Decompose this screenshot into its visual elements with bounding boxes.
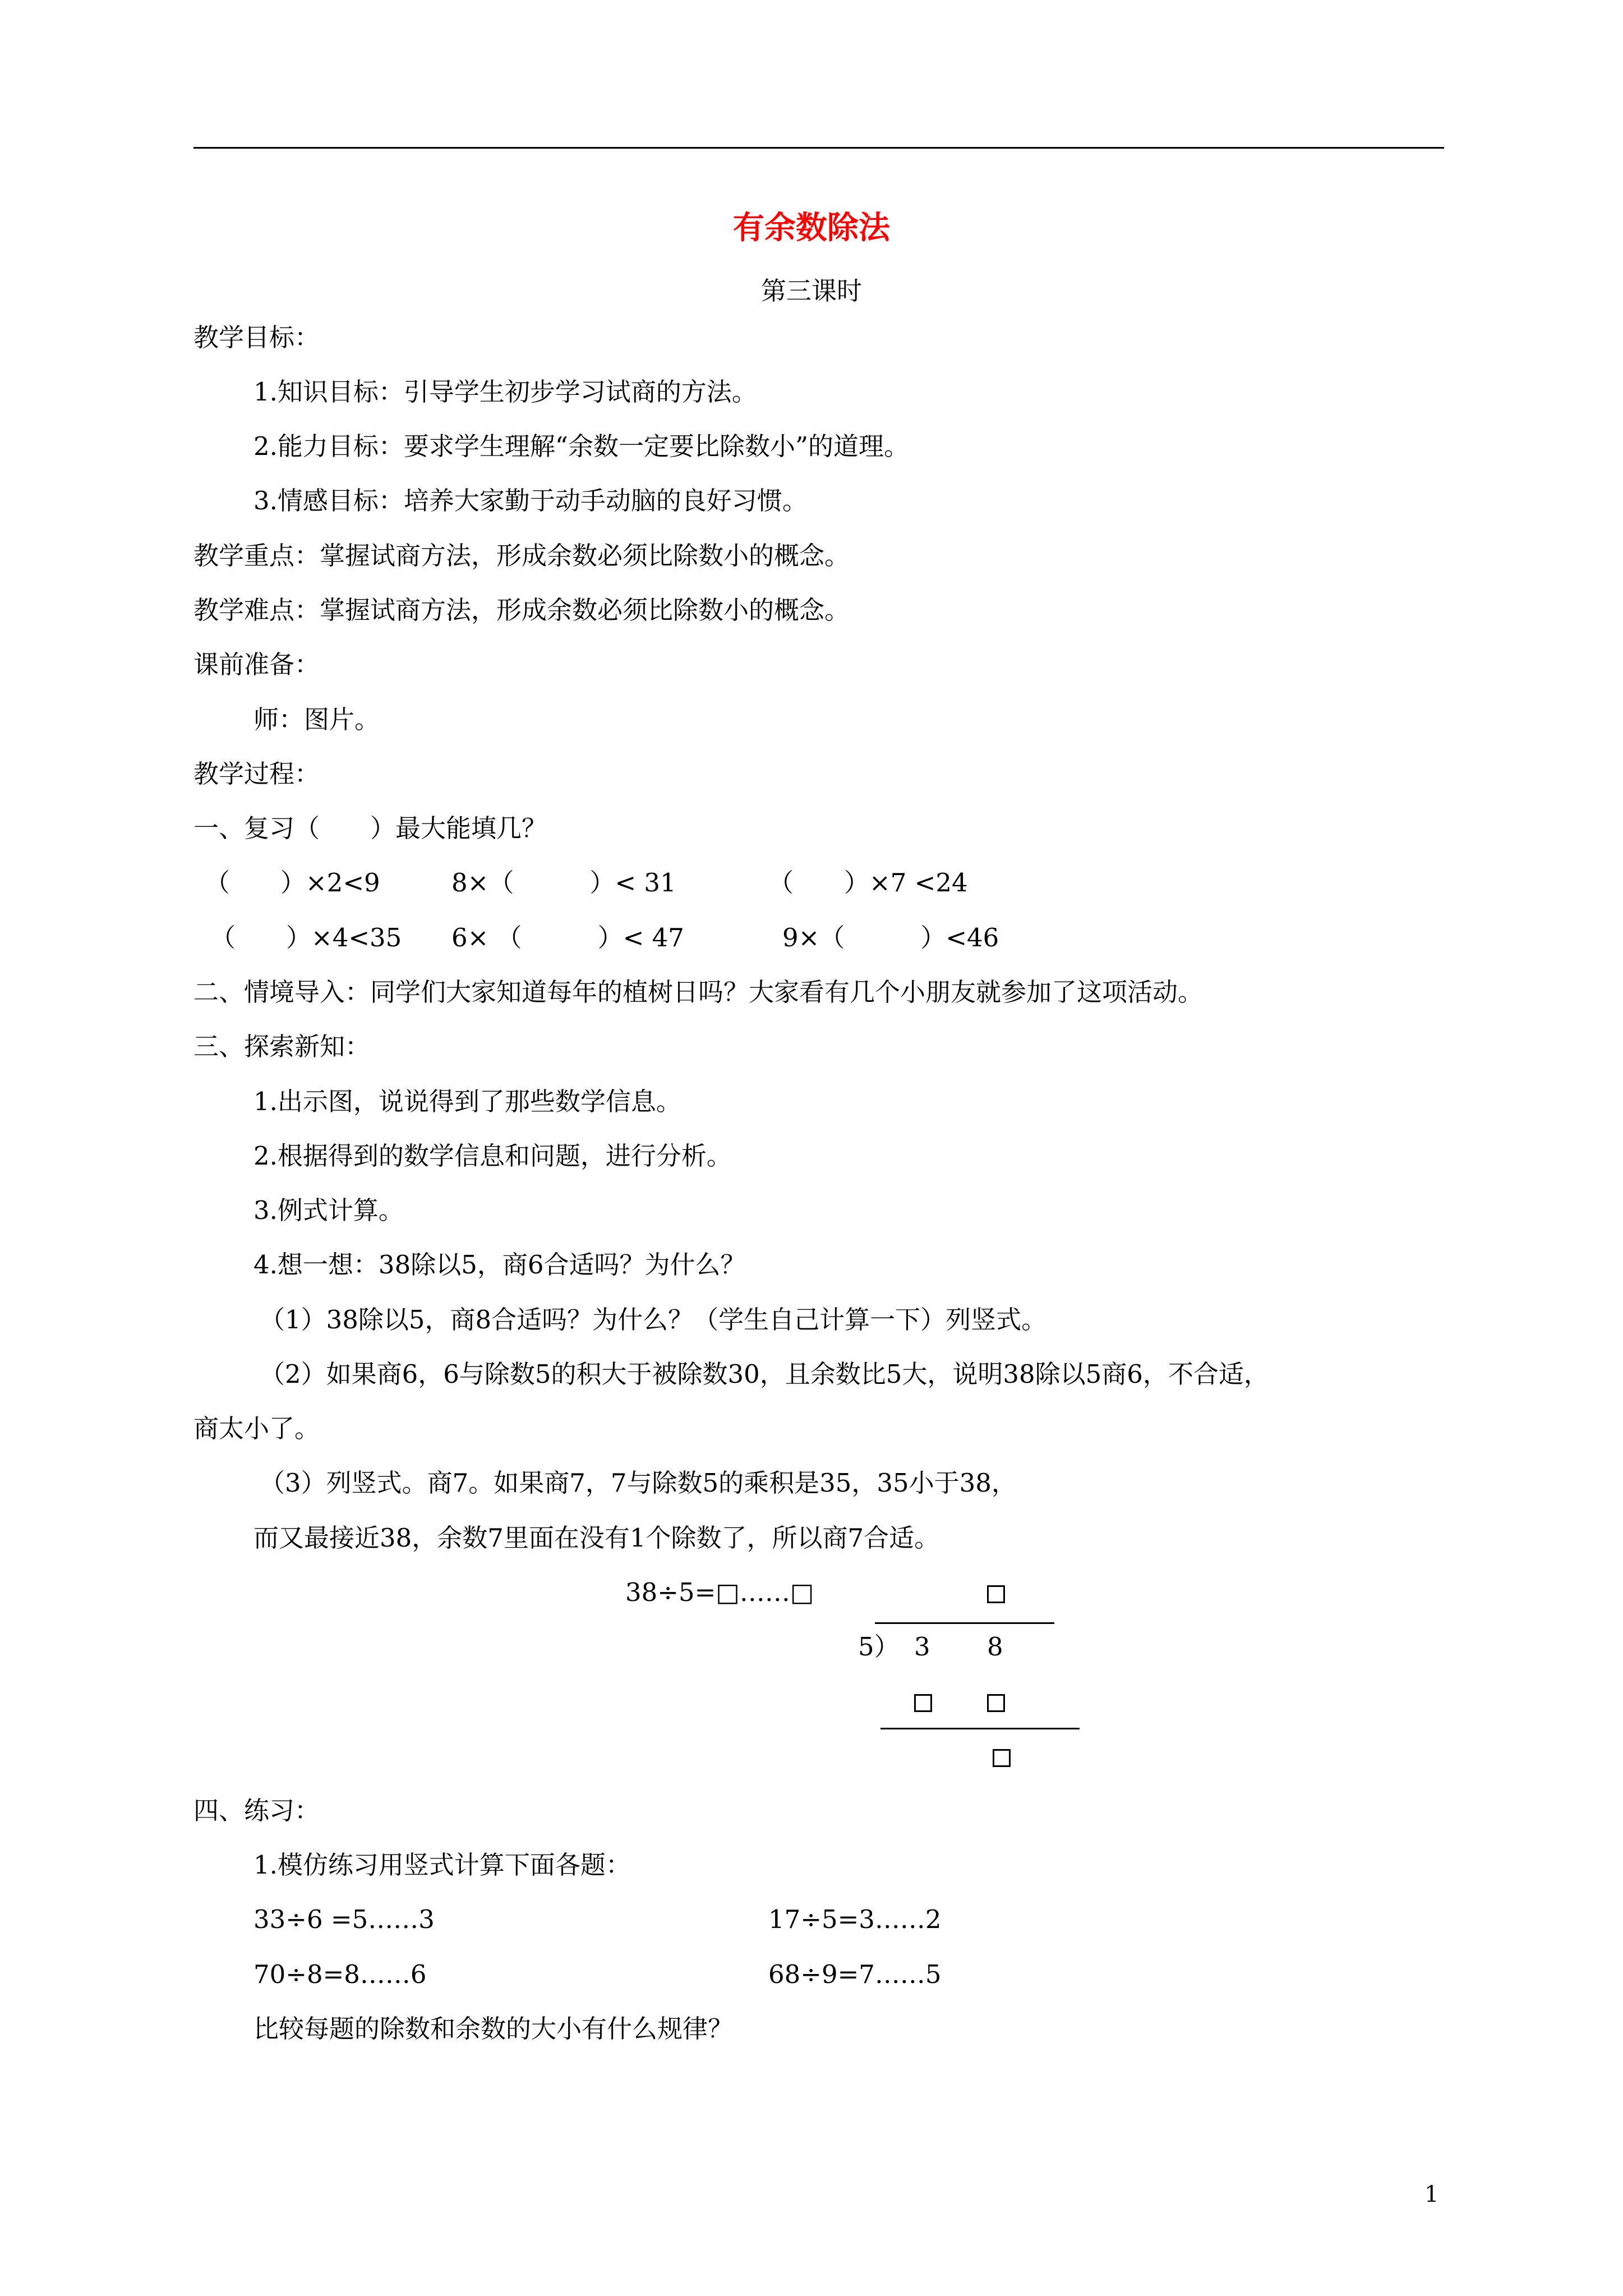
explore-heading: 三、探索新知： (193, 1032, 371, 1061)
practice-item: 1.模仿练习用竖式计算下面各题： (253, 1850, 631, 1880)
dividend-digit: 3 (914, 1632, 930, 1662)
review-expression: （ ）×4<35 (210, 923, 402, 953)
explore-item: 3.例式计算。 (253, 1195, 404, 1225)
objective-item: 3.情感目标：培养大家勤于动手动脑的良好习惯。 (253, 486, 808, 516)
process-heading: 教学过程： (193, 759, 320, 789)
objectives-heading: 教学目标： (193, 323, 320, 352)
product-box (914, 1686, 932, 1717)
explore-item: 2.根据得到的数学信息和问题，进行分析。 (253, 1141, 732, 1171)
prep-item: 师：图片。 (253, 705, 380, 734)
review-expression: （ ）×2<9 (205, 868, 380, 898)
practice-problem: 33÷6 =5……3 (253, 1904, 435, 1934)
document-subtitle: 第三课时 (760, 276, 862, 306)
division-equation: 38÷5=□……□ (625, 1577, 814, 1607)
practice-problem: 17÷5=3……2 (768, 1904, 942, 1934)
key-point: 教学重点：掌握试商方法，形成余数必须比除数小的概念。 (193, 541, 850, 570)
header-rule (193, 147, 1444, 149)
remainder-box (993, 1741, 1011, 1772)
page-number: 1 (1424, 2182, 1439, 2207)
review-expression: 8×（ ）< 31 (451, 868, 676, 898)
intro-text: 二、情境导入：同学们大家知道每年的植树日吗？大家看有几个小朋友就参加了这项活动。 (193, 977, 1204, 1007)
review-heading: 一、复习（ ）最大能填几？ (193, 813, 547, 843)
objective-item: 2.能力目标：要求学生理解“余数一定要比除数小”的道理。 (253, 431, 909, 461)
difficulty: 教学难点：掌握试商方法，形成余数必须比除数小的概念。 (193, 595, 850, 625)
review-expression: 6× （ ）< 47 (451, 923, 684, 953)
practice-heading: 四、练习： (193, 1796, 320, 1825)
explore-sub-item: （1）38除以5，商8合适吗？为什么？（学生自己计算一下）列竖式。 (260, 1305, 1047, 1335)
divisor-label: 5） (858, 1632, 900, 1662)
practice-problem: 70÷8=8……6 (253, 1959, 427, 1989)
product-box (987, 1686, 1005, 1717)
division-bracket-top (875, 1622, 1054, 1624)
dividend-digit: 8 (987, 1632, 1003, 1662)
objective-item: 1.知识目标：引导学生初步学习试商的方法。 (253, 377, 757, 407)
practice-problem: 68÷9=7……5 (768, 1959, 942, 1989)
review-expression: （ ）×7 <24 (768, 868, 968, 898)
review-expression: 9×（ ）<46 (782, 923, 999, 953)
practice-question: 比较每题的除数和余数的大小有什么规律？ (253, 2014, 734, 2044)
explore-item: 1.出示图，说说得到了那些数学信息。 (253, 1087, 681, 1116)
quotient-box (987, 1577, 1005, 1608)
explore-sub-item: （2）如果商6，6与除数5的积大于被除数30，且余数比5大，说明38除以5商6，不合适， (260, 1359, 1269, 1389)
prep-heading: 课前准备： (193, 650, 320, 679)
division-subtract-line (880, 1728, 1080, 1729)
document-title: 有余数除法 (733, 210, 890, 246)
explore-sub-item-cont: 商太小了。 (193, 1414, 320, 1443)
explore-item: 4.想一想：38除以5，商6合适吗？为什么？ (253, 1250, 746, 1280)
explore-sub-item-cont: 而又最接近38，余数7里面在没有1个除数了，所以商7合适。 (253, 1523, 940, 1553)
explore-sub-item: （3）列竖式。商7。如果商7，7与除数5的乘积是35，35小于38， (260, 1468, 1017, 1498)
